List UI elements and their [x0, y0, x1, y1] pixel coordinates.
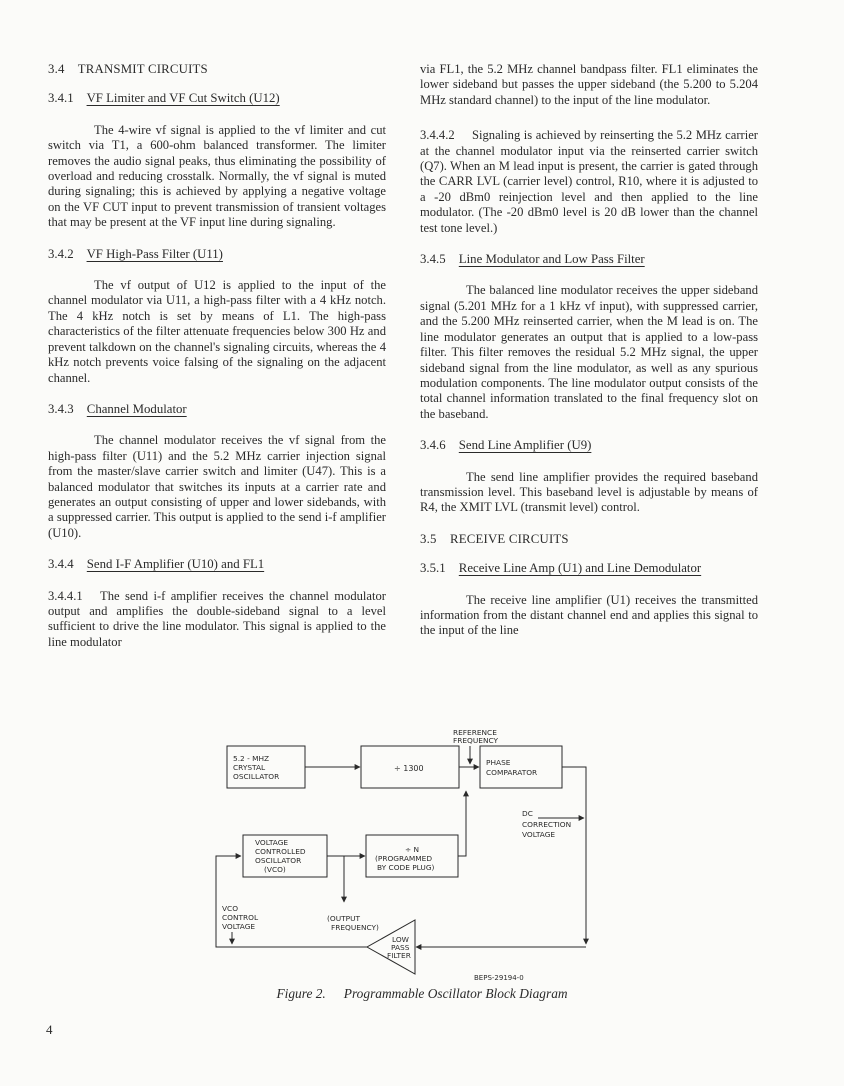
diagram-label: VOLTAGE — [522, 830, 556, 839]
diagram-label: (OUTPUT — [327, 914, 361, 923]
diagram-label: 5.2 - MHZ — [233, 754, 270, 763]
signal-line — [458, 791, 466, 856]
subsection-heading: 3.4.1 VF Limiter and VF Cut Switch (U12) — [48, 91, 280, 106]
paragraph: 3.4.4.2 Signaling is achieved by reinserting the 5.2 MHz carrier at the channel modulator input via the reinserted carrier switch (Q7). When an M lead input is present, the carrier is gated through the CARR LVL (carrier level) control, R10, where it is adjusted to a -20 dBm0 reinjection level and then applied to the line modulator. (The -20 dBm0 level is 20 dB lower than the channel test tone level.) — [420, 128, 758, 235]
section-heading: 3.4 TRANSMIT CIRCUITS — [48, 62, 208, 76]
diagram-label: VOLTAGE — [222, 922, 256, 931]
phase-comparator-block — [480, 746, 562, 788]
figure-reference-code: BEPS-29194-0 — [474, 974, 524, 982]
paragraph: The balanced line modulator receives the upper sideband signal (5.201 MHz for a 1 kHz vf input), with suppressed carrier, and the 5.200 MHz reinserted carrier, when the M lead is on. The line modulator generates an output that is applied to a low-pass filter. This filter removes the residual 5.2 MHz signal, the upper sideband signal from the line modulator, as well as any spurious modulation components. The line modulator output consists of the total channel information translated to the final frequency slot on the baseband. — [420, 283, 758, 421]
diagram-label: COMPARATOR — [486, 768, 538, 777]
page-number: 4 — [46, 1022, 53, 1037]
diagram-label: ÷ 1300 — [394, 764, 424, 773]
diagram-label: FREQUENCY) — [331, 923, 379, 932]
paragraph: The 4-wire vf signal is applied to the vf limiter and cut switch via T1, a 600-ohm balanced transformer. The limiter removes the audio signal peaks, thus eliminating the possibility of overload and reducing crosstalk. Normally, the vf signal is muted during signaling; this is achieved by applying a negative voltage on the VF CUT input to prevent transmission of transient voltages that may be present at the VF input line during signaling. — [48, 122, 386, 230]
diagram-label: VCO — [222, 904, 239, 913]
section-heading: 3.5 RECEIVE CIRCUITS — [420, 531, 569, 546]
diagram-label: CONTROL — [222, 913, 259, 922]
diagram-label: PASS — [391, 943, 410, 952]
diagram-label: BY CODE PLUG) — [377, 863, 435, 872]
subsection-heading: 3.4.4 Send I-F Amplifier (U10) and FL1 — [48, 557, 265, 572]
diagram-label: CONTROLLED — [255, 847, 306, 856]
diagram-label: DC — [522, 809, 533, 818]
subsection-heading: 3.4.6 Send Line Amplifier (U9) — [420, 438, 592, 453]
diagram-label: OSCILLATOR — [233, 772, 280, 781]
paragraph: via FL1, the 5.2 MHz channel bandpass filter. FL1 eliminates the lower sideband but passes the upper sideband (the 5.200 to 5.204 MHz standard channel) to the input of the line modulator. — [420, 62, 758, 107]
diagram-label: REFERENCE — [453, 728, 497, 737]
diagram-label: CRYSTAL — [233, 763, 266, 772]
paragraph: The vf output of U12 is applied to the input of the channel modulator via U11, a high-pass filter with a 4 kHz notch. The 4 kHz notch is set by means of L1. The high-pass characteristics of the filter attenuate frequencies below 300 Hz and prevent talkdown on the channel's signaling circuits, whereas the 4 kHz notch prevents voice falsing of the signaling on the adjacent channel. — [48, 278, 386, 385]
paragraph: The receive line amplifier (U1) receives the transmitted information from the distant channel end and applies this signal to the input of the line — [420, 592, 758, 638]
paragraph: The channel modulator receives the vf signal from the high-pass filter (U11) and the 5.2 MHz carrier injection signal from the master/slave carrier switch and limiter (U47). This is a balanced modulator that switches its inputs at a carrier rate and generates an output consisting of upper and lower sidebands, with a suppressed carrier. This output is applied to the send i-f amplifier (U10). — [48, 433, 386, 540]
diagram-label: OSCILLATOR — [255, 856, 302, 865]
diagram-label: FILTER — [387, 951, 411, 960]
diagram-label: PHASE — [486, 758, 511, 767]
diagram-label: FREQUENCY — [453, 736, 499, 745]
diagram-label: (VCO) — [264, 865, 286, 874]
signal-line — [562, 767, 586, 944]
diagram-label: (PROGRAMMED — [375, 854, 433, 863]
subsection-heading: 3.5.1 Receive Line Amp (U1) and Line Demodulator — [420, 561, 702, 576]
paragraph: The send line amplifier provides the required baseband transmission level. This baseband level is adjustable by means of R4, the XMIT LVL (transmit level) control. — [420, 469, 758, 515]
diagram-label: ÷ N — [405, 845, 420, 854]
subsection-heading: 3.4.5 Line Modulator and Low Pass Filter — [420, 252, 645, 267]
diagram-label: LOW — [392, 935, 409, 944]
diagram-label: CORRECTION — [522, 820, 572, 829]
subsection-heading: 3.4.2 VF High-Pass Filter (U11) — [48, 246, 223, 261]
diagram-label: VOLTAGE — [255, 838, 289, 847]
figure-caption: Figure 2. Programmable Oscillator Block Diagram — [276, 986, 568, 1001]
paragraph: 3.4.4.1 The send i-f amplifier receives the channel modulator output and amplifies the double-sideband signal to a level sufficient to drive the line modulator. This signal is applied to the line modulator — [48, 588, 386, 649]
subsection-heading: 3.4.3 Channel Modulator — [48, 401, 187, 416]
